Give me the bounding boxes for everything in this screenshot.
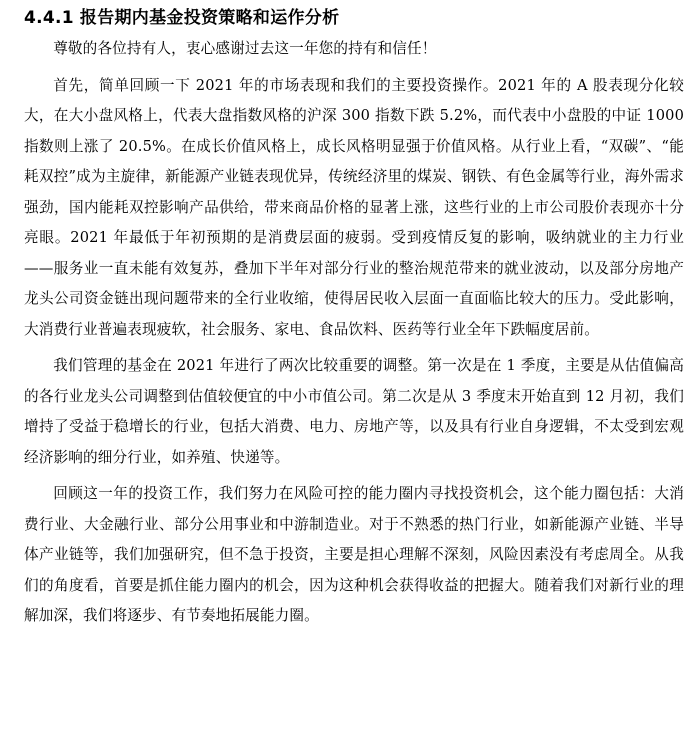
paragraph-fund-adjustments: 我们管理的基金在 2021 年进行了两次比较重要的调整。第一次是在 1 季度，主要是从估值偏高的各行业龙头公司调整到估值较便宜的中小市值公司。第二次是从 3 季度末开始直到 12 月初，我们增持了受益于稳增长的行业，包括大消费、电力、房地产等，以及具有行业自身逻辑，不太受到宏观经济影响的细分行业，如养殖、快递等。 xyxy=(24,357,684,466)
section-number: 4.4.1 xyxy=(24,8,74,28)
section-heading xyxy=(24,6,684,30)
section-title: 报告期内基金投资策略和运作分析 xyxy=(79,8,340,28)
paragraph-year-retrospective: 回顾这一年的投资工作，我们努力在风险可控的能力圈内寻找投资机会，这个能力圈包括：大消费行业、大金融行业、部分公用事业和中游制造业。对于不熟悉的热门行业，如新能源产业链、半导体产业链等，我们加强研究，但不急于投资，主要是担心理解不深刻，风险因素没有考虑周全。从我们的角度看，首要是抓住能力圈内的机会，因为这种机会获得收益的把握大。随着我们对新行业的理解加深，我们将逐步、有节奏地拓展能力圈。 xyxy=(24,485,684,624)
paragraph-greeting: 尊敬的各位持有人，衷心感谢过去这一年您的持有和信任！ xyxy=(53,40,437,57)
paragraph-market-review: 首先，简单回顾一下 2021 年的市场表现和我们的主要投资操作。2021 年的 A 股表现分化较大，在大小盘风格上，代表大盘指数风格的沪深 300 指数下跌 5.2%，而代表中小盘股的中证 1000 指数则上涨了 20.5%。在成长价值风格上，成长风格明显强于价值风格。从行业上看，“双碳”、“能耗双控”成为主旋律，新能源产业链表现优异，传统经济里的煤炭、钢铁、有色金属等行业，海外需求强劲，国内能耗双控影响产品供给，带来商品价格的显著上涨，这些行业的上市公司股价表现亦十分亮眼。2021 年最低于年初预期的是消费层面的疲弱。受到疫情反复的影响，吸纳就业的主力行业——服务业一直未能有效复苏，叠加下半年对部分行业的整治规范带来的就业波动，以及部分房地产龙头公司资金链出现问题带来的全行业收缩，使得居民收入层面一直面临比较大的压力。受此影响，大消费行业普遍表现疲软，社会服务、家电、食品饮料、医药等行业全年下跌幅度居前。 xyxy=(24,76,684,338)
